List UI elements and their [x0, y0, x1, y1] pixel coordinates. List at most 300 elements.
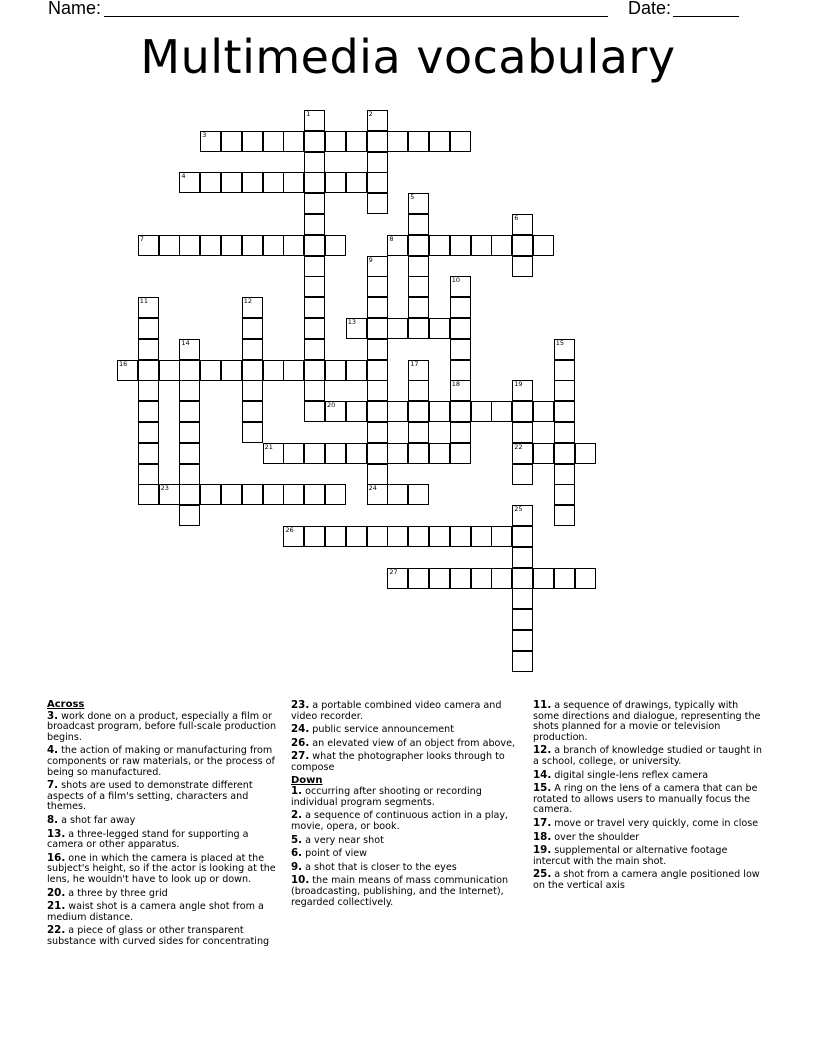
clue-item-text: point of view [302, 848, 368, 860]
grid-cell[interactable] [346, 360, 367, 381]
grid-cell[interactable] [346, 172, 367, 193]
grid-cell[interactable] [512, 380, 533, 401]
grid-cell[interactable] [512, 256, 533, 277]
clue-item-number: 23. [291, 699, 310, 711]
grid-cell[interactable] [304, 172, 325, 193]
clue-item-text: an elevated view of an object from above, [309, 737, 516, 749]
clue-item-text: the action of making or manufacturing from components or raw materials, or the process of being so manufactured. [47, 745, 275, 778]
grid-cell[interactable] [512, 443, 533, 464]
clue-item-number: 11. [533, 699, 552, 711]
clue-number: 17 [410, 359, 419, 368]
grid-cell[interactable] [491, 235, 512, 256]
clue-item-number: 16. [47, 851, 66, 864]
grid-cell[interactable] [242, 422, 263, 443]
grid-cell[interactable] [138, 443, 159, 464]
grid-cell[interactable] [450, 568, 471, 589]
clue-item-text: digital single-lens reflex camera [551, 769, 709, 781]
grid-cell[interactable] [554, 339, 575, 360]
clue-item [533, 845, 765, 867]
grid-cell[interactable] [221, 235, 242, 256]
grid-cell[interactable] [179, 235, 200, 256]
clue-item [47, 745, 279, 778]
grid-cell[interactable] [575, 568, 596, 589]
grid-cell[interactable] [450, 276, 471, 297]
grid-cell[interactable] [367, 297, 388, 318]
grid-cell[interactable] [200, 360, 221, 381]
grid-cell[interactable] [304, 484, 325, 505]
clue-column-1 [47, 700, 279, 949]
clue-item-text: a portable combined video camera and video recorder. [291, 700, 502, 722]
grid-cell[interactable] [408, 131, 429, 152]
clue-item-number: 17. [533, 816, 552, 829]
clue-item-number: 18. [533, 830, 552, 843]
grid-cell[interactable] [512, 505, 533, 526]
grid-cell[interactable] [554, 505, 575, 526]
grid-cell[interactable] [304, 214, 325, 235]
grid-cell[interactable] [512, 609, 533, 630]
grid-cell[interactable] [346, 526, 367, 547]
grid-cell[interactable] [491, 568, 512, 589]
grid-cell[interactable] [138, 464, 159, 485]
grid-cell[interactable] [367, 110, 388, 131]
grid-cell[interactable] [304, 526, 325, 547]
grid-cell[interactable] [346, 318, 367, 339]
grid-cell[interactable] [304, 318, 325, 339]
clue-item-text: public service announcement [309, 724, 454, 736]
clue-number: 6 [514, 214, 519, 222]
clue-item [533, 770, 765, 782]
grid-cell[interactable] [491, 526, 512, 547]
grid-cell[interactable] [304, 110, 325, 131]
grid-cell[interactable] [304, 131, 325, 152]
grid-cell[interactable] [450, 339, 471, 360]
grid-cell[interactable] [263, 235, 284, 256]
grid-cell[interactable] [200, 131, 221, 152]
clue-item [291, 751, 523, 773]
grid-cell[interactable] [512, 214, 533, 235]
clue-item-number: 13. [47, 827, 66, 840]
grid-cell[interactable] [179, 401, 200, 422]
grid-cell[interactable] [304, 360, 325, 381]
clue-column-2 [291, 700, 523, 910]
grid-cell[interactable] [304, 401, 325, 422]
grid-cell[interactable] [179, 360, 200, 381]
grid-cell[interactable] [387, 401, 408, 422]
grid-cell[interactable] [242, 235, 263, 256]
clue-item [533, 700, 765, 743]
grid-cell[interactable] [387, 235, 408, 256]
clue-item-number: 1. [291, 785, 303, 798]
clue-item [291, 786, 523, 808]
clue-number: 11 [139, 297, 149, 306]
grid-cell[interactable] [283, 235, 304, 256]
grid-cell[interactable] [408, 380, 429, 401]
grid-cell[interactable] [325, 401, 346, 422]
grid-cell[interactable] [242, 297, 263, 318]
grid-cell[interactable] [304, 193, 325, 214]
clue-item-number: 10. [291, 874, 310, 887]
grid-cell[interactable] [471, 401, 492, 422]
grid-cell[interactable] [367, 422, 388, 443]
grid-cell[interactable] [138, 360, 159, 381]
clue-item [533, 832, 765, 844]
grid-cell[interactable] [138, 380, 159, 401]
clue-item-number: 14. [533, 768, 552, 781]
clue-item-text: work done on a product, especially a film or broadcast program, before full-scale production begins. [47, 710, 277, 743]
clue-item-number: 22. [47, 924, 66, 937]
grid-cell[interactable] [242, 360, 263, 381]
clue-item [291, 724, 523, 736]
grid-cell[interactable] [512, 588, 533, 609]
grid-cell[interactable] [159, 484, 180, 505]
grid-cell[interactable] [512, 235, 533, 256]
grid-cell[interactable] [304, 339, 325, 360]
grid-cell[interactable] [512, 547, 533, 568]
grid-cell[interactable] [242, 401, 263, 422]
clue-item-number: 26. [291, 736, 310, 749]
grid-cell[interactable] [263, 172, 284, 193]
clue-item [291, 848, 523, 860]
clue-item-number: 27. [291, 750, 310, 763]
grid-cell[interactable] [512, 464, 533, 485]
grid-cell[interactable] [200, 484, 221, 505]
grid-cell[interactable] [367, 443, 388, 464]
grid-cell[interactable] [159, 235, 180, 256]
grid-cell[interactable] [429, 235, 450, 256]
clue-item-text: occurring after shooting or recording individual program segments. [291, 786, 482, 808]
grid-cell[interactable] [138, 318, 159, 339]
grid-cell[interactable] [450, 131, 471, 152]
clue-item [47, 829, 279, 851]
grid-cell[interactable] [283, 484, 304, 505]
clue-item-number: 25. [533, 868, 552, 881]
clue-column-3 [533, 700, 765, 894]
clue-item [47, 901, 279, 923]
clue-item-text: a sequence of drawings, typically with some directions and dialogue, representing the shots planned for a movie or television production. [533, 700, 761, 743]
clue-item-text: supplemental or alternative footage intercut with the main shot. [533, 845, 728, 867]
grid-cell[interactable] [408, 401, 429, 422]
clue-item-text: a very near shot [302, 834, 384, 846]
grid-cell[interactable] [367, 152, 388, 173]
grid-cell[interactable] [325, 360, 346, 381]
grid-cell[interactable] [450, 526, 471, 547]
grid-cell[interactable] [512, 526, 533, 547]
grid-cell[interactable] [554, 464, 575, 485]
grid-cell[interactable] [429, 131, 450, 152]
grid-cell[interactable] [367, 193, 388, 214]
clue-item-number: 19. [533, 844, 552, 857]
grid-cell[interactable] [387, 443, 408, 464]
clue-number: 24 [368, 484, 377, 493]
grid-cell[interactable] [367, 401, 388, 422]
clue-item-number: 5. [291, 833, 303, 846]
clue-item-number: 6. [291, 847, 303, 860]
grid-cell[interactable] [450, 401, 471, 422]
clue-item-number: 20. [47, 886, 66, 899]
across-heading: Across [47, 699, 85, 710]
clue-item-number: 2. [291, 809, 303, 822]
grid-cell[interactable] [242, 131, 263, 152]
grid-cell[interactable] [263, 443, 284, 464]
clue-item-text: what the photographer looks through to compose [291, 751, 505, 773]
grid-cell[interactable] [450, 297, 471, 318]
clue-item [533, 745, 765, 767]
grid-cell[interactable] [408, 484, 429, 505]
clue-number: 22 [514, 442, 523, 451]
grid-cell[interactable] [491, 401, 512, 422]
grid-cell[interactable] [429, 443, 450, 464]
clue-number: 14 [181, 338, 190, 347]
grid-cell[interactable] [450, 360, 471, 381]
grid-cell[interactable] [325, 172, 346, 193]
grid-cell[interactable] [471, 235, 492, 256]
clue-item [291, 835, 523, 847]
clue-item [291, 862, 523, 874]
clue-number: 7 [139, 234, 144, 243]
clue-number: 15 [555, 338, 565, 347]
grid-cell[interactable] [242, 172, 263, 193]
grid-cell[interactable] [325, 443, 346, 464]
clue-item-text: a sequence of continuous action in a play, movie, opera, or book. [291, 810, 509, 832]
grid-cell[interactable] [138, 422, 159, 443]
grid-cell[interactable] [304, 152, 325, 173]
grid-cell[interactable] [512, 651, 533, 672]
clue-number: 18 [451, 380, 461, 389]
name-line[interactable] [104, 16, 608, 17]
grid-cell[interactable] [575, 443, 596, 464]
grid-cell[interactable] [387, 568, 408, 589]
grid-cell[interactable] [387, 484, 408, 505]
grid-cell[interactable] [200, 172, 221, 193]
grid-cell[interactable] [367, 131, 388, 152]
clue-number: 23 [160, 484, 169, 493]
clue-item [291, 875, 523, 908]
grid-cell[interactable] [429, 318, 450, 339]
grid-cell[interactable] [554, 484, 575, 505]
grid-cell[interactable] [408, 360, 429, 381]
grid-cell[interactable] [554, 360, 575, 381]
clue-number: 21 [264, 442, 273, 451]
grid-cell[interactable] [408, 568, 429, 589]
grid-cell[interactable] [429, 568, 450, 589]
grid-cell[interactable] [408, 256, 429, 277]
clue-item [291, 810, 523, 832]
grid-cell[interactable] [367, 464, 388, 485]
grid-cell[interactable] [408, 193, 429, 214]
clue-item-number: 15. [533, 782, 552, 795]
grid-cell[interactable] [450, 380, 471, 401]
grid-cell[interactable] [387, 131, 408, 152]
clue-item-text: a shot far away [58, 814, 136, 826]
grid-cell[interactable] [554, 422, 575, 443]
clue-number: 4 [181, 172, 186, 181]
grid-cell[interactable] [263, 484, 284, 505]
clue-item-text: waist shot is a camera angle shot from a medium distance. [47, 901, 264, 923]
clue-item-text: shots are used to demonstrate different aspects of a film's setting, characters and themes. [47, 780, 253, 813]
clue-item-text: the main means of mass communication (broadcasting, publishing, and the Internet), regarded collectively. [291, 875, 509, 908]
clue-item [533, 783, 765, 816]
grid-cell[interactable] [346, 443, 367, 464]
grid-cell[interactable] [408, 276, 429, 297]
grid-cell[interactable] [283, 360, 304, 381]
clue-number: 20 [327, 401, 336, 410]
grid-cell[interactable] [554, 380, 575, 401]
grid-cell[interactable] [138, 297, 159, 318]
grid-cell[interactable] [304, 235, 325, 256]
grid-cell[interactable] [221, 172, 242, 193]
page-title: Multimedia vocabulary [140, 30, 676, 84]
clue-item-text: a shot that is closer to the eyes [302, 861, 457, 873]
grid-cell[interactable] [179, 464, 200, 485]
grid-cell[interactable] [325, 526, 346, 547]
grid-cell[interactable] [512, 568, 533, 589]
grid-cell[interactable] [408, 422, 429, 443]
clue-item [47, 815, 279, 827]
clue-number: 25 [514, 505, 523, 514]
clue-item-number: 4. [47, 744, 59, 757]
clue-item [533, 818, 765, 830]
grid-cell[interactable] [367, 380, 388, 401]
clue-number: 1 [306, 110, 311, 118]
grid-cell[interactable] [429, 401, 450, 422]
clue-item-number: 3. [47, 709, 59, 722]
grid-cell[interactable] [512, 401, 533, 422]
grid-cell[interactable] [304, 443, 325, 464]
grid-cell[interactable] [533, 568, 554, 589]
grid-cell[interactable] [408, 443, 429, 464]
grid-cell[interactable] [408, 297, 429, 318]
grid-cell[interactable] [387, 318, 408, 339]
grid-cell[interactable] [179, 380, 200, 401]
grid-cell[interactable] [263, 360, 284, 381]
grid-cell[interactable] [554, 401, 575, 422]
clue-number: 5 [410, 193, 415, 202]
grid-cell[interactable] [325, 131, 346, 152]
clue-item-text: a branch of knowledge studied or taught in a school, college, or university. [533, 745, 762, 767]
grid-cell[interactable] [533, 443, 554, 464]
grid-cell[interactable] [179, 172, 200, 193]
grid-cell[interactable] [179, 505, 200, 526]
grid-cell[interactable] [179, 484, 200, 505]
clue-number: 13 [347, 318, 357, 326]
clue-item [47, 780, 279, 813]
date-label: Date: [628, 0, 672, 18]
clue-number: 12 [243, 297, 253, 306]
clue-number: 16 [119, 359, 128, 368]
grid-cell[interactable] [346, 131, 367, 152]
grid-cell[interactable] [554, 568, 575, 589]
grid-cell[interactable] [283, 443, 304, 464]
grid-cell[interactable] [304, 256, 325, 277]
grid-cell[interactable] [367, 360, 388, 381]
clue-item-number: 8. [47, 813, 59, 826]
grid-cell[interactable] [242, 380, 263, 401]
grid-cell[interactable] [138, 235, 159, 256]
grid-cell[interactable] [242, 484, 263, 505]
clue-item-text: a three by three grid [65, 887, 168, 899]
grid-cell[interactable] [408, 318, 429, 339]
clue-item-number: 9. [291, 860, 303, 873]
grid-cell[interactable] [533, 235, 554, 256]
grid-cell[interactable] [367, 276, 388, 297]
clue-number: 27 [389, 567, 398, 576]
grid-cell[interactable] [138, 484, 159, 505]
grid-cell[interactable] [304, 297, 325, 318]
grid-cell[interactable] [263, 131, 284, 152]
grid-cell[interactable] [367, 484, 388, 505]
grid-cell[interactable] [242, 339, 263, 360]
grid-cell[interactable] [554, 443, 575, 464]
grid-cell[interactable] [179, 339, 200, 360]
grid-cell[interactable] [221, 360, 242, 381]
down-heading: Down [291, 774, 323, 786]
grid-cell[interactable] [450, 318, 471, 339]
grid-cell[interactable] [429, 526, 450, 547]
grid-cell[interactable] [512, 422, 533, 443]
grid-cell[interactable] [200, 235, 221, 256]
clue-item-number: 21. [47, 900, 66, 913]
grid-cell[interactable] [304, 380, 325, 401]
clue-item [533, 869, 765, 891]
grid-cell[interactable] [242, 318, 263, 339]
grid-cell[interactable] [367, 172, 388, 193]
grid-cell[interactable] [221, 484, 242, 505]
clue-item-text: over the shoulder [551, 831, 640, 843]
grid-cell[interactable] [471, 526, 492, 547]
grid-cell[interactable] [512, 630, 533, 651]
grid-cell[interactable] [471, 568, 492, 589]
grid-cell[interactable] [138, 339, 159, 360]
grid-cell[interactable] [138, 401, 159, 422]
grid-cell[interactable] [304, 276, 325, 297]
grid-cell[interactable] [387, 526, 408, 547]
grid-cell[interactable] [450, 235, 471, 256]
grid-cell[interactable] [367, 256, 388, 277]
grid-cell[interactable] [450, 443, 471, 464]
clue-item-text: a three-legged stand for supporting a camera or other apparatus. [47, 828, 249, 851]
grid-cell[interactable] [367, 526, 388, 547]
clue-item-text: move or travel very quickly, come in close [551, 817, 759, 829]
clue-item-number: 12. [533, 744, 552, 757]
grid-cell[interactable] [179, 443, 200, 464]
grid-cell[interactable] [221, 131, 242, 152]
clue-number: 19 [514, 380, 523, 389]
grid-cell[interactable] [533, 401, 554, 422]
grid-cell[interactable] [283, 131, 304, 152]
clue-number: 10 [451, 276, 461, 285]
clue-item [47, 711, 279, 744]
grid-cell[interactable] [325, 484, 346, 505]
name-label: Name: [48, 0, 102, 18]
grid-cell[interactable] [408, 235, 429, 256]
clue-number: 3 [202, 130, 207, 139]
clue-number: 2 [368, 110, 373, 118]
grid-cell[interactable] [159, 360, 180, 381]
grid-cell[interactable] [283, 172, 304, 193]
grid-cell[interactable] [179, 422, 200, 443]
grid-cell[interactable] [325, 235, 346, 256]
grid-cell[interactable] [117, 360, 138, 381]
clue-number: 9 [368, 255, 373, 264]
grid-cell[interactable] [367, 339, 388, 360]
grid-cell[interactable] [283, 526, 304, 547]
date-line[interactable] [673, 16, 739, 17]
grid-cell[interactable] [408, 214, 429, 235]
grid-cell[interactable] [408, 526, 429, 547]
grid-cell[interactable] [367, 318, 388, 339]
grid-cell[interactable] [346, 401, 367, 422]
grid-cell[interactable] [450, 422, 471, 443]
